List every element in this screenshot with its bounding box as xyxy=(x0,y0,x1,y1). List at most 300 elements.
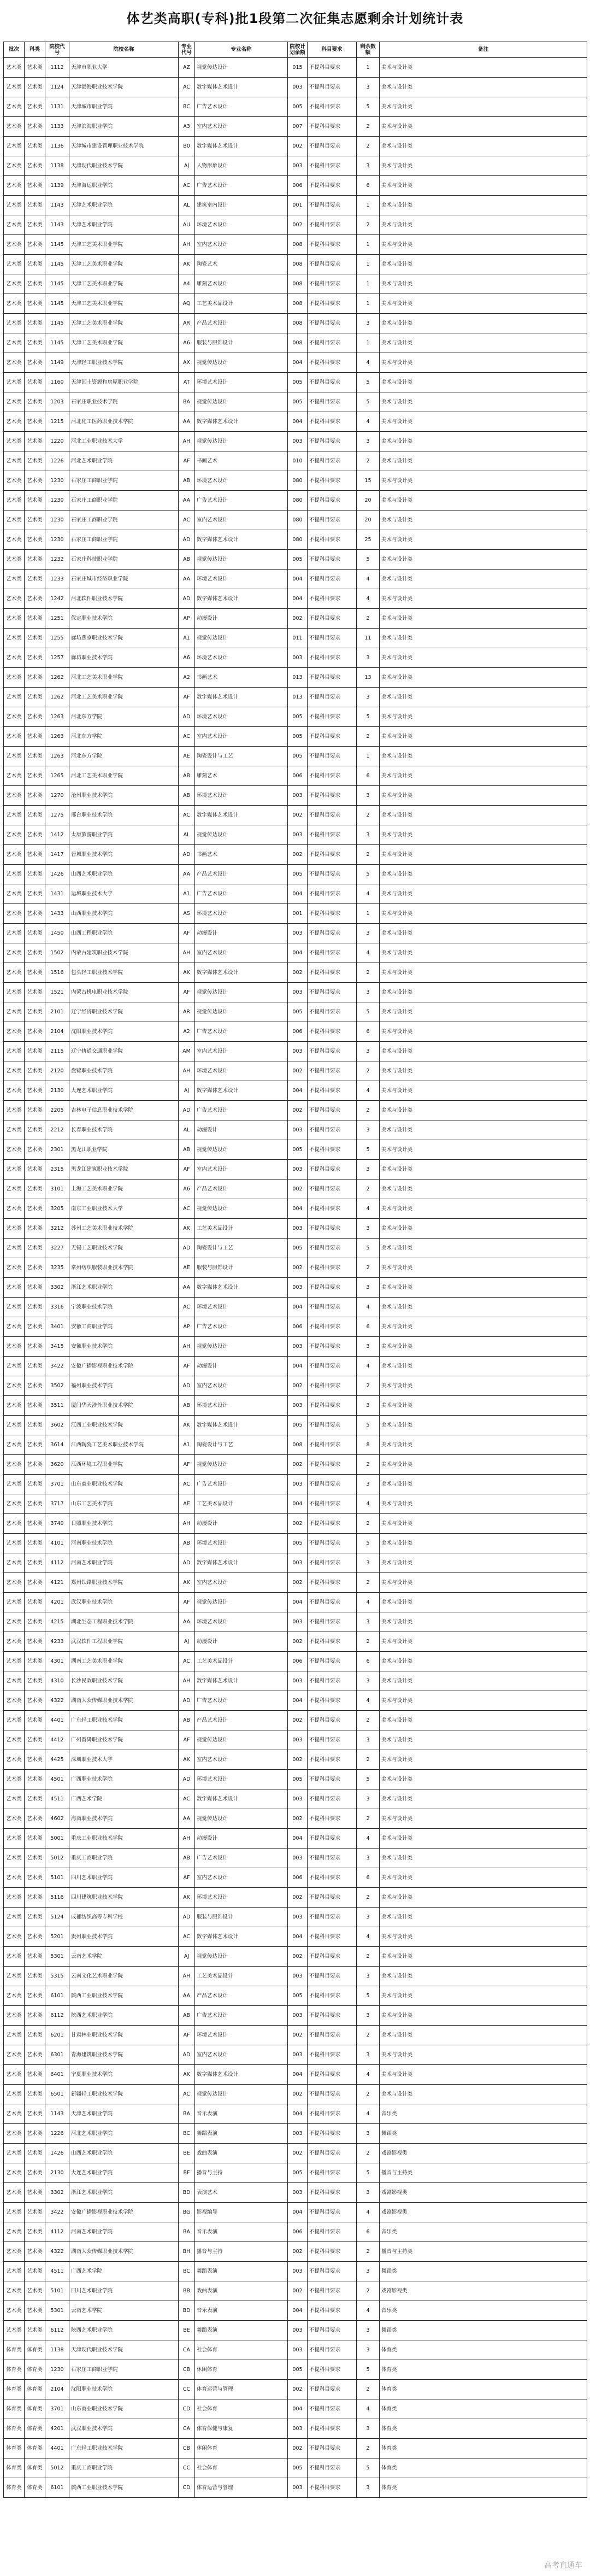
table-cell: 5 xyxy=(357,1239,380,1258)
table-cell: 006 xyxy=(288,2222,308,2242)
header-cell: 院校名称 xyxy=(69,42,179,58)
table-cell: A6 xyxy=(179,333,195,353)
table-cell: AH xyxy=(179,432,195,451)
table-cell: 郑州铁路职业技术学院 xyxy=(69,1573,179,1593)
table-cell: 4 xyxy=(357,1829,380,1849)
table-cell: 体育类 xyxy=(380,2439,587,2458)
table-cell: 安徽工商职业学院 xyxy=(69,1317,179,1337)
table-cell: 艺术类 xyxy=(4,904,25,924)
table-cell: 播音与主持 xyxy=(195,2242,288,2262)
table-cell: 艺术类 xyxy=(25,1770,45,1789)
table-cell: 美术与设计类 xyxy=(380,58,587,78)
table-cell: 1270 xyxy=(45,786,69,806)
table-cell: 产品艺术设计 xyxy=(195,1711,288,1730)
table-cell: 厦门华天涉外职业技术学院 xyxy=(69,1396,179,1416)
table-cell: 080 xyxy=(288,530,308,550)
header-cell: 科类 xyxy=(25,42,45,58)
table-cell: 美术与设计类 xyxy=(380,2065,587,2085)
table-cell: 山东工艺美术学院 xyxy=(69,1494,179,1514)
table-cell: 艺术类 xyxy=(25,117,45,137)
table-cell: 008 xyxy=(288,314,308,333)
table-cell: AU xyxy=(179,215,195,235)
table-row xyxy=(4,1868,587,1888)
table-cell: 美术与设计类 xyxy=(380,1396,587,1416)
table-cell: 工艺美术品设计 xyxy=(195,1652,288,1671)
table-cell: 环境艺术设计 xyxy=(195,215,288,235)
table-cell: 003 xyxy=(288,1612,308,1632)
table-cell: 不提科目要求 xyxy=(308,963,357,983)
table-cell: 艺术类 xyxy=(4,176,25,196)
table-cell: 美术与设计类 xyxy=(380,1750,587,1770)
table-cell: 艺术类 xyxy=(25,1494,45,1514)
table-cell: 002 xyxy=(288,806,308,825)
table-cell: 4 xyxy=(357,1927,380,1947)
table-cell: 河北工艺美术职业学院 xyxy=(69,688,179,707)
table-cell: 艺术类 xyxy=(25,2085,45,2104)
table-cell: 003 xyxy=(288,1160,308,1180)
table-cell: 004 xyxy=(288,353,308,373)
table-cell: 体育类 xyxy=(25,2478,45,2498)
table-cell: 1145 xyxy=(45,333,69,353)
table-cell: 艺术类 xyxy=(4,255,25,274)
table-cell: 休闲体育 xyxy=(195,2360,288,2380)
table-cell: 石家庄工商职业学院 xyxy=(69,491,179,510)
table-cell: 深圳职业技术大学 xyxy=(69,1750,179,1770)
table-cell: 美术与设计类 xyxy=(380,1258,587,1278)
table-cell: 不提科目要求 xyxy=(308,2439,357,2458)
table-cell: 美术与设计类 xyxy=(380,314,587,333)
table-cell: 6112 xyxy=(45,2006,69,2026)
table-cell: 1143 xyxy=(45,215,69,235)
table-cell: 1263 xyxy=(45,727,69,747)
table-cell: 艺术类 xyxy=(25,1730,45,1750)
table-cell: 不提科目要求 xyxy=(308,609,357,629)
table-cell: 美术与设计类 xyxy=(380,235,587,255)
table-cell: 003 xyxy=(288,2045,308,2065)
table-cell: 004 xyxy=(288,1829,308,1849)
table-cell: 河北艺术职业学院 xyxy=(69,451,179,471)
table-cell: 004 xyxy=(288,1927,308,1947)
table-cell: 环境艺术设计 xyxy=(195,2026,288,2045)
table-cell: 5 xyxy=(357,865,380,884)
table-cell: 艺术类 xyxy=(25,1396,45,1416)
table-cell: 2 xyxy=(357,1101,380,1120)
table-cell: AB xyxy=(179,766,195,786)
table-cell: 艺术类 xyxy=(25,983,45,1002)
table-cell: 美术与设计类 xyxy=(380,1888,587,1908)
table-cell: 艺术类 xyxy=(4,235,25,255)
table-cell: 003 xyxy=(288,78,308,97)
table-cell: 美术与设计类 xyxy=(380,78,587,97)
table-cell: 不提科目要求 xyxy=(308,648,357,668)
table-cell: 4121 xyxy=(45,1573,69,1593)
table-row xyxy=(4,1455,587,1475)
table-cell: 河北工业职业技术大学 xyxy=(69,432,179,451)
table-cell: 不提科目要求 xyxy=(308,1494,357,1514)
table-cell: 艺术类 xyxy=(25,2124,45,2144)
table-cell: 艺术类 xyxy=(25,1868,45,1888)
table-cell: 6112 xyxy=(45,2321,69,2340)
table-cell: 005 xyxy=(288,2360,308,2380)
table-cell: 不提科目要求 xyxy=(308,2065,357,2085)
table-cell: 山西艺术职业学院 xyxy=(69,2144,179,2163)
table-cell: 艺术类 xyxy=(25,2163,45,2183)
table-cell: 006 xyxy=(288,176,308,196)
table-cell: 广西艺术学院 xyxy=(69,1789,179,1809)
table-cell: 视觉传达设计 xyxy=(195,2085,288,2104)
table-cell: 艺术类 xyxy=(25,1888,45,1908)
table-cell: CA xyxy=(179,2419,195,2439)
table-cell: 003 xyxy=(288,2478,308,2498)
table-cell: 6101 xyxy=(45,1986,69,2006)
table-cell: 艺术类 xyxy=(25,78,45,97)
table-cell: 不提科目要求 xyxy=(308,2301,357,2321)
table-cell: 1412 xyxy=(45,825,69,845)
table-cell: 室内艺术设计 xyxy=(195,943,288,963)
table-cell: AD xyxy=(179,530,195,550)
table-cell: 体育类 xyxy=(4,2360,25,2380)
table-cell: 2205 xyxy=(45,1101,69,1120)
table-cell: 005 xyxy=(288,1239,308,1258)
table-cell: 2315 xyxy=(45,1160,69,1180)
table-cell: 艺术类 xyxy=(4,1553,25,1573)
table-row xyxy=(4,609,587,629)
header-cell: 剩余数额 xyxy=(357,42,380,58)
table-cell: 艺术类 xyxy=(25,1199,45,1219)
table-cell: 陕西工业职业技术学院 xyxy=(69,2478,179,2498)
table-cell: 上海工艺美术职业学院 xyxy=(69,1180,179,1199)
table-cell: 美术与设计类 xyxy=(380,1652,587,1671)
table-cell: 不提科目要求 xyxy=(308,1671,357,1691)
table-cell: 美术与设计类 xyxy=(380,1219,587,1239)
table-cell: 山西艺术职业学院 xyxy=(69,865,179,884)
table-cell: 4412 xyxy=(45,1730,69,1750)
table-cell: CB xyxy=(179,2439,195,2458)
table-cell: 不提科目要求 xyxy=(308,412,357,432)
table-cell: 005 xyxy=(288,392,308,412)
table-row xyxy=(4,2183,587,2203)
table-cell: 河北化工医药职业技术学院 xyxy=(69,412,179,432)
table-cell: 不提科目要求 xyxy=(308,2321,357,2340)
table-cell: 艺术类 xyxy=(4,274,25,294)
table-cell: 3602 xyxy=(45,1416,69,1435)
table-cell: AC xyxy=(179,1199,195,1219)
table-cell: 室内艺术设计 xyxy=(195,727,288,747)
table-cell: AF xyxy=(179,2026,195,2045)
table-cell: 5116 xyxy=(45,1888,69,1908)
table-cell: 艺术类 xyxy=(25,1120,45,1140)
table-cell: 1 xyxy=(357,904,380,924)
table-cell: 美术与设计类 xyxy=(380,904,587,924)
table-cell: 4201 xyxy=(45,2419,69,2439)
table-cell: 休闲体育 xyxy=(195,2439,288,2458)
table-cell: 河北艺术职业学院 xyxy=(69,2124,179,2144)
table-cell: 5 xyxy=(357,1986,380,2006)
table-cell: 艺术类 xyxy=(25,2262,45,2281)
table-cell: AP xyxy=(179,609,195,629)
table-cell: 002 xyxy=(288,609,308,629)
table-cell: 6 xyxy=(357,2222,380,2242)
table-cell: 室内艺术设计 xyxy=(195,510,288,530)
table-cell: 1516 xyxy=(45,963,69,983)
table-row xyxy=(4,97,587,117)
table-cell: 005 xyxy=(288,865,308,884)
table-cell: 视觉传达设计 xyxy=(195,629,288,648)
table-cell: 戏曲表演 xyxy=(195,2281,288,2301)
table-cell: 艺术类 xyxy=(25,432,45,451)
table-cell: 美术与设计类 xyxy=(380,1849,587,1868)
table-cell: 003 xyxy=(288,432,308,451)
table-row xyxy=(4,1789,587,1809)
table-cell: 环境艺术设计 xyxy=(195,570,288,589)
table-cell: 不提科目要求 xyxy=(308,1022,357,1042)
table-cell: 重庆工商职业学院 xyxy=(69,2458,179,2478)
table-cell: 盘锦职业技术学院 xyxy=(69,1061,179,1081)
table-cell: AF xyxy=(179,1593,195,1612)
table-cell: 广西艺术学院 xyxy=(69,2262,179,2281)
table-cell: 辽宁轨道交通职业学院 xyxy=(69,1042,179,1061)
table-cell: 002 xyxy=(288,1750,308,1770)
table-cell: 8 xyxy=(357,1435,380,1455)
table-cell: A6 xyxy=(179,1180,195,1199)
table-cell: 不提科目要求 xyxy=(308,2458,357,2478)
table-cell: A1 xyxy=(179,629,195,648)
table-cell: 2 xyxy=(357,2026,380,2045)
table-cell: 艺术类 xyxy=(4,1376,25,1396)
table-cell: 美术与设计类 xyxy=(380,412,587,432)
table-cell: 沧州职业技术学院 xyxy=(69,786,179,806)
table-cell: 社会体育 xyxy=(195,2458,288,2478)
table-cell: 艺术类 xyxy=(25,294,45,314)
table-cell: A1 xyxy=(179,884,195,904)
table-cell: 不提科目要求 xyxy=(308,1593,357,1612)
table-cell: 3422 xyxy=(45,2203,69,2222)
table-cell: AB xyxy=(179,1534,195,1553)
table-cell: 不提科目要求 xyxy=(308,2006,357,2026)
table-cell: 1230 xyxy=(45,491,69,510)
table-cell: 艺术类 xyxy=(4,943,25,963)
table-cell: 邢台职业技术学院 xyxy=(69,806,179,825)
table-cell: 3502 xyxy=(45,1376,69,1396)
table-cell: 不提科目要求 xyxy=(308,1120,357,1140)
table-cell: 艺术类 xyxy=(4,1416,25,1435)
table-cell: 美术与设计类 xyxy=(380,97,587,117)
table-cell: 008 xyxy=(288,235,308,255)
table-cell: AD xyxy=(179,2045,195,2065)
table-cell: 艺术类 xyxy=(25,1278,45,1298)
table-cell: AK xyxy=(179,255,195,274)
table-row xyxy=(4,1258,587,1278)
table-cell: 不提科目要求 xyxy=(308,2262,357,2281)
table-cell: 艺术类 xyxy=(25,924,45,943)
table-cell: 1 xyxy=(357,196,380,215)
table-cell: 6201 xyxy=(45,2026,69,2045)
table-cell: 6 xyxy=(357,766,380,786)
table-row xyxy=(4,1809,587,1829)
table-row xyxy=(4,274,587,294)
table-cell: 工艺美术品设计 xyxy=(195,1967,288,1986)
table-cell: 戏剧影视类 xyxy=(380,2144,587,2163)
table-row xyxy=(4,1573,587,1593)
table-cell: 3 xyxy=(357,1219,380,1239)
table-cell: 美术与设计类 xyxy=(380,2085,587,2104)
table-cell: 1139 xyxy=(45,176,69,196)
table-cell: 武汉职业技术学院 xyxy=(69,1593,179,1612)
table-row xyxy=(4,2045,587,2065)
table-cell: 艺术类 xyxy=(25,747,45,766)
table-cell: 3 xyxy=(357,1730,380,1750)
table-cell: 体育类 xyxy=(4,2340,25,2360)
table-cell: 常州纺织服装职业技术学院 xyxy=(69,1258,179,1278)
table-cell: 4 xyxy=(357,589,380,609)
table-cell: BH xyxy=(179,2242,195,2262)
table-cell: 艺术类 xyxy=(4,392,25,412)
table-cell: 3 xyxy=(357,825,380,845)
table-cell: 1426 xyxy=(45,2144,69,2163)
table-row xyxy=(4,255,587,274)
table-cell: 艺术类 xyxy=(25,1180,45,1199)
table-cell: 5012 xyxy=(45,1849,69,1868)
table-cell: 戏剧影视类 xyxy=(380,2183,587,2203)
table-cell: 1220 xyxy=(45,432,69,451)
table-cell: 4 xyxy=(357,412,380,432)
table-cell: 002 xyxy=(288,2085,308,2104)
table-cell: 2 xyxy=(357,1455,380,1475)
table-cell: 3 xyxy=(357,2262,380,2281)
table-cell: 4215 xyxy=(45,1612,69,1632)
table-cell: 艺术类 xyxy=(25,865,45,884)
table-cell: 艺术类 xyxy=(25,550,45,570)
table-row xyxy=(4,2321,587,2340)
table-cell: 002 xyxy=(288,1258,308,1278)
table-cell: 艺术类 xyxy=(4,648,25,668)
table-cell: 艺术类 xyxy=(25,1101,45,1120)
table-cell: 艺术类 xyxy=(25,1691,45,1711)
table-cell: 1262 xyxy=(45,668,69,688)
table-cell: 体育类 xyxy=(25,2419,45,2439)
table-cell: 河北东方学院 xyxy=(69,727,179,747)
table-cell: 动漫设计 xyxy=(195,1357,288,1376)
table-cell: 不提科目要求 xyxy=(308,1435,357,1455)
table-row xyxy=(4,333,587,353)
table-cell: 不提科目要求 xyxy=(308,215,357,235)
table-row xyxy=(4,924,587,943)
table-cell: 艺术类 xyxy=(25,1258,45,1278)
table-cell: 002 xyxy=(288,2281,308,2301)
table-cell: 不提科目要求 xyxy=(308,1160,357,1180)
table-cell: 5 xyxy=(357,1534,380,1553)
table-cell: 不提科目要求 xyxy=(308,2104,357,2124)
table-cell: 3614 xyxy=(45,1435,69,1455)
table-cell: AB xyxy=(179,1140,195,1160)
table-cell: 003 xyxy=(288,1219,308,1239)
table-cell: BA xyxy=(179,2222,195,2242)
table-cell: 戏曲表演 xyxy=(195,2144,288,2163)
table-cell: 2 xyxy=(357,451,380,471)
table-cell: 内蒙古机电职业技术学院 xyxy=(69,983,179,1002)
table-cell: 不提科目要求 xyxy=(308,1691,357,1711)
table-cell: 美术与设计类 xyxy=(380,1199,587,1219)
table-cell: AF xyxy=(179,924,195,943)
table-cell: 不提科目要求 xyxy=(308,865,357,884)
table-cell: 4310 xyxy=(45,1671,69,1691)
table-cell: 004 xyxy=(288,1298,308,1317)
header-cell: 备注 xyxy=(380,42,587,58)
table-cell: 4 xyxy=(357,2104,380,2124)
table-cell: 美术与设计类 xyxy=(380,1573,587,1593)
table-cell: 艺术类 xyxy=(25,2045,45,2065)
table-cell: 广告艺术设计 xyxy=(195,1317,288,1337)
table-cell: 艺术类 xyxy=(4,1986,25,2006)
table-cell: 环境艺术设计 xyxy=(195,1612,288,1632)
table-cell: 艺术类 xyxy=(4,924,25,943)
table-cell: 数字媒体艺术设计 xyxy=(195,1789,288,1809)
table-cell: 艺术类 xyxy=(4,1140,25,1160)
table-cell: 美术与设计类 xyxy=(380,1101,587,1120)
table-cell: 艺术类 xyxy=(25,1927,45,1947)
table-cell: 003 xyxy=(288,2321,308,2340)
table-cell: 艺术类 xyxy=(4,550,25,570)
table-cell: 不提科目要求 xyxy=(308,688,357,707)
table-cell: 音乐类 xyxy=(380,2104,587,2124)
table-cell: 视觉传达设计 xyxy=(195,1337,288,1357)
table-cell: AJ xyxy=(179,1947,195,1967)
table-row xyxy=(4,1770,587,1789)
table-cell: 广告艺术设计 xyxy=(195,1101,288,1120)
table-cell: 艺术类 xyxy=(4,1061,25,1081)
table-row xyxy=(4,1927,587,1947)
table-cell: 不提科目要求 xyxy=(308,255,357,274)
table-cell: 不提科目要求 xyxy=(308,2203,357,2222)
table-row xyxy=(4,1219,587,1239)
table-cell: 美术与设计类 xyxy=(380,648,587,668)
table-cell: 人物形象设计 xyxy=(195,156,288,176)
table-cell: 不提科目要求 xyxy=(308,1455,357,1475)
table-cell: 不提科目要求 xyxy=(308,884,357,904)
table-cell: 1255 xyxy=(45,629,69,648)
table-cell: 美术与设计类 xyxy=(380,1120,587,1140)
table-cell: 舞蹈表演 xyxy=(195,2321,288,2340)
table-cell: 2 xyxy=(357,2242,380,2262)
header-cell: 专业名称 xyxy=(195,42,288,58)
table-cell: AX xyxy=(179,353,195,373)
table-cell: 美术与设计类 xyxy=(380,707,587,727)
table-cell: 南京工业职业技术大学 xyxy=(69,1199,179,1219)
table-cell: 艺术类 xyxy=(4,1947,25,1967)
table-cell: 环境艺术设计 xyxy=(195,471,288,491)
table-cell: 云南文化艺术职业学院 xyxy=(69,1967,179,1986)
table-cell: 沈阳职业技术学院 xyxy=(69,2380,179,2399)
table-cell: 美术与设计类 xyxy=(380,943,587,963)
table-cell: 2104 xyxy=(45,2380,69,2399)
table-cell: 003 xyxy=(288,1475,308,1494)
table-cell: 美术与设计类 xyxy=(380,1947,587,1967)
table-cell: 不提科目要求 xyxy=(308,1298,357,1317)
table-cell: 不提科目要求 xyxy=(308,2163,357,2183)
table-cell: 4511 xyxy=(45,2262,69,2281)
table-cell: 视觉传达设计 xyxy=(195,550,288,570)
table-row xyxy=(4,1612,587,1632)
table-cell: 数字媒体艺术设计 xyxy=(195,530,288,550)
table-cell: 美术与设计类 xyxy=(380,2045,587,2065)
table-cell: AL xyxy=(179,1120,195,1140)
table-header-row xyxy=(4,42,587,58)
table-cell: 3 xyxy=(357,1120,380,1140)
table-cell: 11 xyxy=(357,629,380,648)
table-cell: 2 xyxy=(357,1061,380,1081)
table-cell: 2 xyxy=(357,727,380,747)
table-cell: 不提科目要求 xyxy=(308,1140,357,1160)
